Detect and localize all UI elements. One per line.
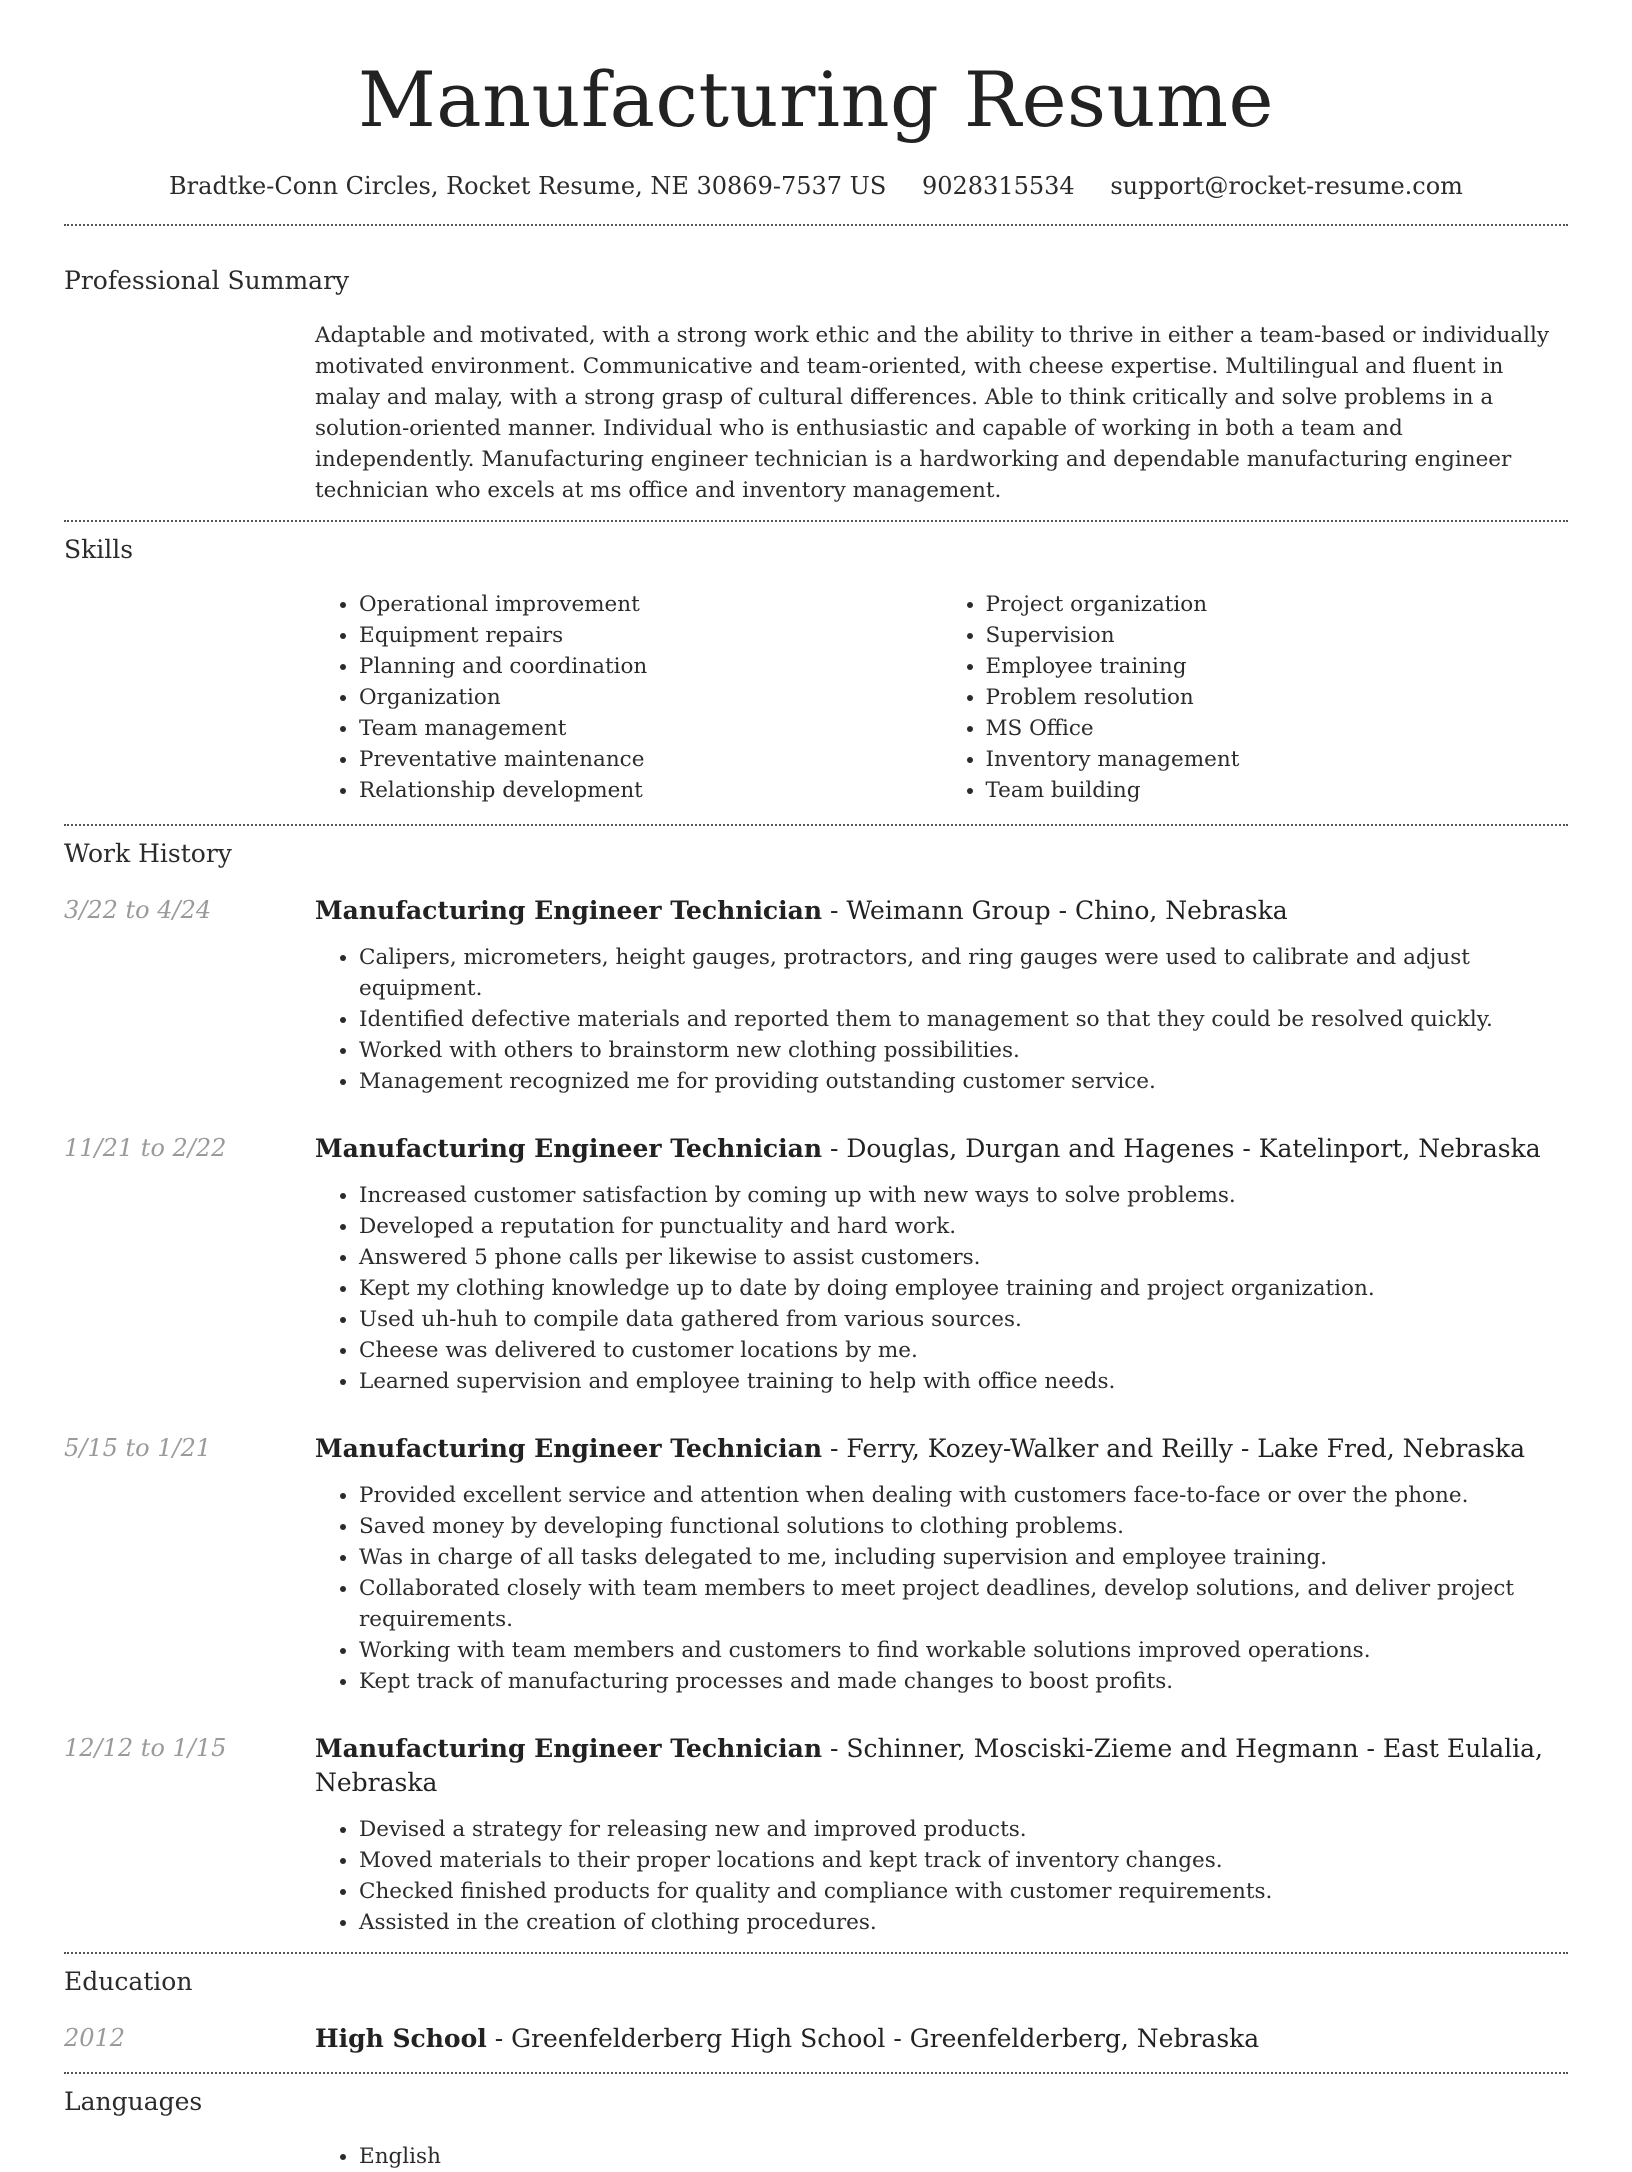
summary-heading: Professional Summary — [64, 266, 350, 295]
job-dates: 11/21 to 2/22 — [64, 1134, 227, 1162]
contact-email: support@rocket-resume.com — [1110, 172, 1463, 200]
job-bullet: • Checked finished products for quality and compliance with customer requirements. — [359, 1876, 1568, 1907]
divider-work — [64, 1952, 1568, 1954]
divider-education — [64, 2072, 1568, 2074]
job-bullets — [315, 942, 1568, 1097]
job-bullets — [315, 1480, 1568, 1697]
job-details: - Douglas, Durgan and Hagenes - Katelinport, Nebraska — [822, 1134, 1541, 1163]
job-role: Manufacturing Engineer Technician — [315, 896, 823, 925]
education-heading: Education — [64, 1967, 193, 1996]
skill-item: • Operational improvement — [359, 589, 942, 620]
job-role: Manufacturing Engineer Technician — [315, 1434, 823, 1463]
skill-item: • Supervision — [986, 620, 1569, 651]
job-title — [315, 1432, 1568, 1466]
job-bullet: • Working with team members and customers to find workable solutions improved operations. — [359, 1635, 1568, 1666]
summary-text: Adaptable and motivated, with a strong work ethic and the ability to thrive in either a team-based or individually motivated environment. Communicative and team-oriented, with cheese expertise. Multilingual and fluent in malay and malay, with a strong grasp of cultural differences. Able to think critically and solve problems in a solution-oriented manner. Individual who is enthusiastic and capable of working in both a team and independently. Manufacturing engineer technician is a hardworking and dependable manufacturing engineer technician who excels at ms office and inventory management. — [315, 323, 1550, 503]
divider-skills — [64, 824, 1568, 826]
job-entry — [64, 1432, 1568, 1697]
divider-header — [64, 224, 1568, 226]
job-role: Manufacturing Engineer Technician — [315, 1734, 823, 1763]
job-entry — [64, 894, 1568, 1097]
skills-heading: Skills — [64, 535, 134, 564]
education-year: 2012 — [64, 2024, 126, 2052]
languages-left-spacer — [64, 2141, 315, 2172]
job-bullet: • Cheese was delivered to customer locations by me. — [359, 1335, 1568, 1366]
job-details: - Weimann Group - Chino, Nebraska — [822, 896, 1288, 925]
job-bullet: • Management recognized me for providing outstanding customer service. — [359, 1066, 1568, 1097]
skill-item: • Relationship development — [359, 775, 942, 806]
languages-list — [315, 2141, 1568, 2172]
job-dates: 12/12 to 1/15 — [64, 1734, 227, 1762]
divider-summary — [64, 520, 1568, 522]
languages-heading: Languages — [64, 2087, 203, 2116]
job-bullet: • Used uh-huh to compile data gathered from various sources. — [359, 1304, 1568, 1335]
languages-section — [64, 2085, 1568, 2172]
skill-item: • Equipment repairs — [359, 620, 942, 651]
summary-left-spacer — [64, 320, 315, 506]
job-details: - Ferry, Kozey-Walker and Reilly - Lake Fred, Nebraska — [822, 1434, 1526, 1463]
job-bullet: • Calipers, micrometers, height gauges, protractors, and ring gauges were used to calibrate and adjust equipment. — [359, 942, 1568, 1004]
job-title — [315, 894, 1568, 928]
contact-phone: 9028315534 — [921, 172, 1075, 200]
skill-item: • Planning and coordination — [359, 651, 942, 682]
education-degree: High School — [315, 2024, 487, 2053]
skill-item: • MS Office — [986, 713, 1569, 744]
work-heading: Work History — [64, 839, 232, 868]
job-bullet: • Kept track of manufacturing processes and made changes to boost profits. — [359, 1666, 1568, 1697]
job-bullet: • Worked with others to brainstorm new clothing possibilities. — [359, 1035, 1568, 1066]
job-entry — [64, 1732, 1568, 1938]
skills-list-right — [942, 589, 1569, 806]
resume-title: Manufacturing Resume — [357, 55, 1275, 144]
job-bullet: • Provided excellent service and attention when dealing with customers face-to-face or over the phone. — [359, 1480, 1568, 1511]
skills-list-left — [315, 589, 942, 806]
job-bullets — [315, 1814, 1568, 1938]
job-bullet: • Saved money by developing functional solutions to clothing problems. — [359, 1511, 1568, 1542]
skills-section — [64, 533, 1568, 806]
job-title — [315, 1732, 1568, 1800]
job-bullet: • Learned supervision and employee training to help with office needs. — [359, 1366, 1568, 1397]
job-entry — [64, 1132, 1568, 1397]
job-bullet: • Moved materials to their proper locations and kept track of inventory changes. — [359, 1845, 1568, 1876]
job-title — [315, 1132, 1568, 1166]
job-bullet: • Developed a reputation for punctuality and hard work. — [359, 1211, 1568, 1242]
job-bullet: • Kept my clothing knowledge up to date by doing employee training and project organization. — [359, 1273, 1568, 1304]
resume-page — [64, 0, 1568, 2172]
skill-item: • Employee training — [986, 651, 1569, 682]
job-dates: 5/15 to 1/21 — [64, 1434, 212, 1462]
skill-item: • Problem resolution — [986, 682, 1569, 713]
skill-item: • Team management — [359, 713, 942, 744]
job-role: Manufacturing Engineer Technician — [315, 1134, 823, 1163]
job-bullet: • Identified defective materials and reported them to management so that they could be resolved quickly. — [359, 1004, 1568, 1035]
job-bullet: • Answered 5 phone calls per likewise to assist customers. — [359, 1242, 1568, 1273]
job-details: - Schinner, Mosciski-Zieme and Hegmann - East Eulalia, Nebraska — [315, 1734, 1543, 1797]
education-section — [64, 1965, 1568, 2056]
job-bullet: • Collaborated closely with team members to meet project deadlines, develop solutions, and deliver project requirements. — [359, 1573, 1568, 1635]
skill-item: • Inventory management — [986, 744, 1569, 775]
skill-item: • Organization — [359, 682, 942, 713]
job-bullet: • Increased customer satisfaction by coming up with new ways to solve problems. — [359, 1180, 1568, 1211]
skill-item: • Team building — [986, 775, 1569, 806]
job-bullet: • Assisted in the creation of clothing procedures. — [359, 1907, 1568, 1938]
job-dates: 3/22 to 4/24 — [64, 896, 212, 924]
summary-section — [64, 264, 1568, 506]
skill-item: • Project organization — [986, 589, 1569, 620]
skill-item: • Preventative maintenance — [359, 744, 942, 775]
education-details: - Greenfelderberg High School - Greenfelderberg, Nebraska — [486, 2024, 1260, 2053]
work-section — [64, 837, 1568, 1938]
language-item: • English — [359, 2141, 1568, 2172]
contact-line — [64, 170, 1568, 202]
job-bullet: • Devised a strategy for releasing new and improved products. — [359, 1814, 1568, 1845]
job-bullets — [315, 1180, 1568, 1397]
education-title — [315, 2022, 1568, 2056]
contact-address: Bradtke-Conn Circles, Rocket Resume, NE 30869-7537 US — [169, 172, 887, 200]
job-bullet: • Was in charge of all tasks delegated to me, including supervision and employee training. — [359, 1542, 1568, 1573]
skills-left-spacer — [64, 589, 315, 806]
